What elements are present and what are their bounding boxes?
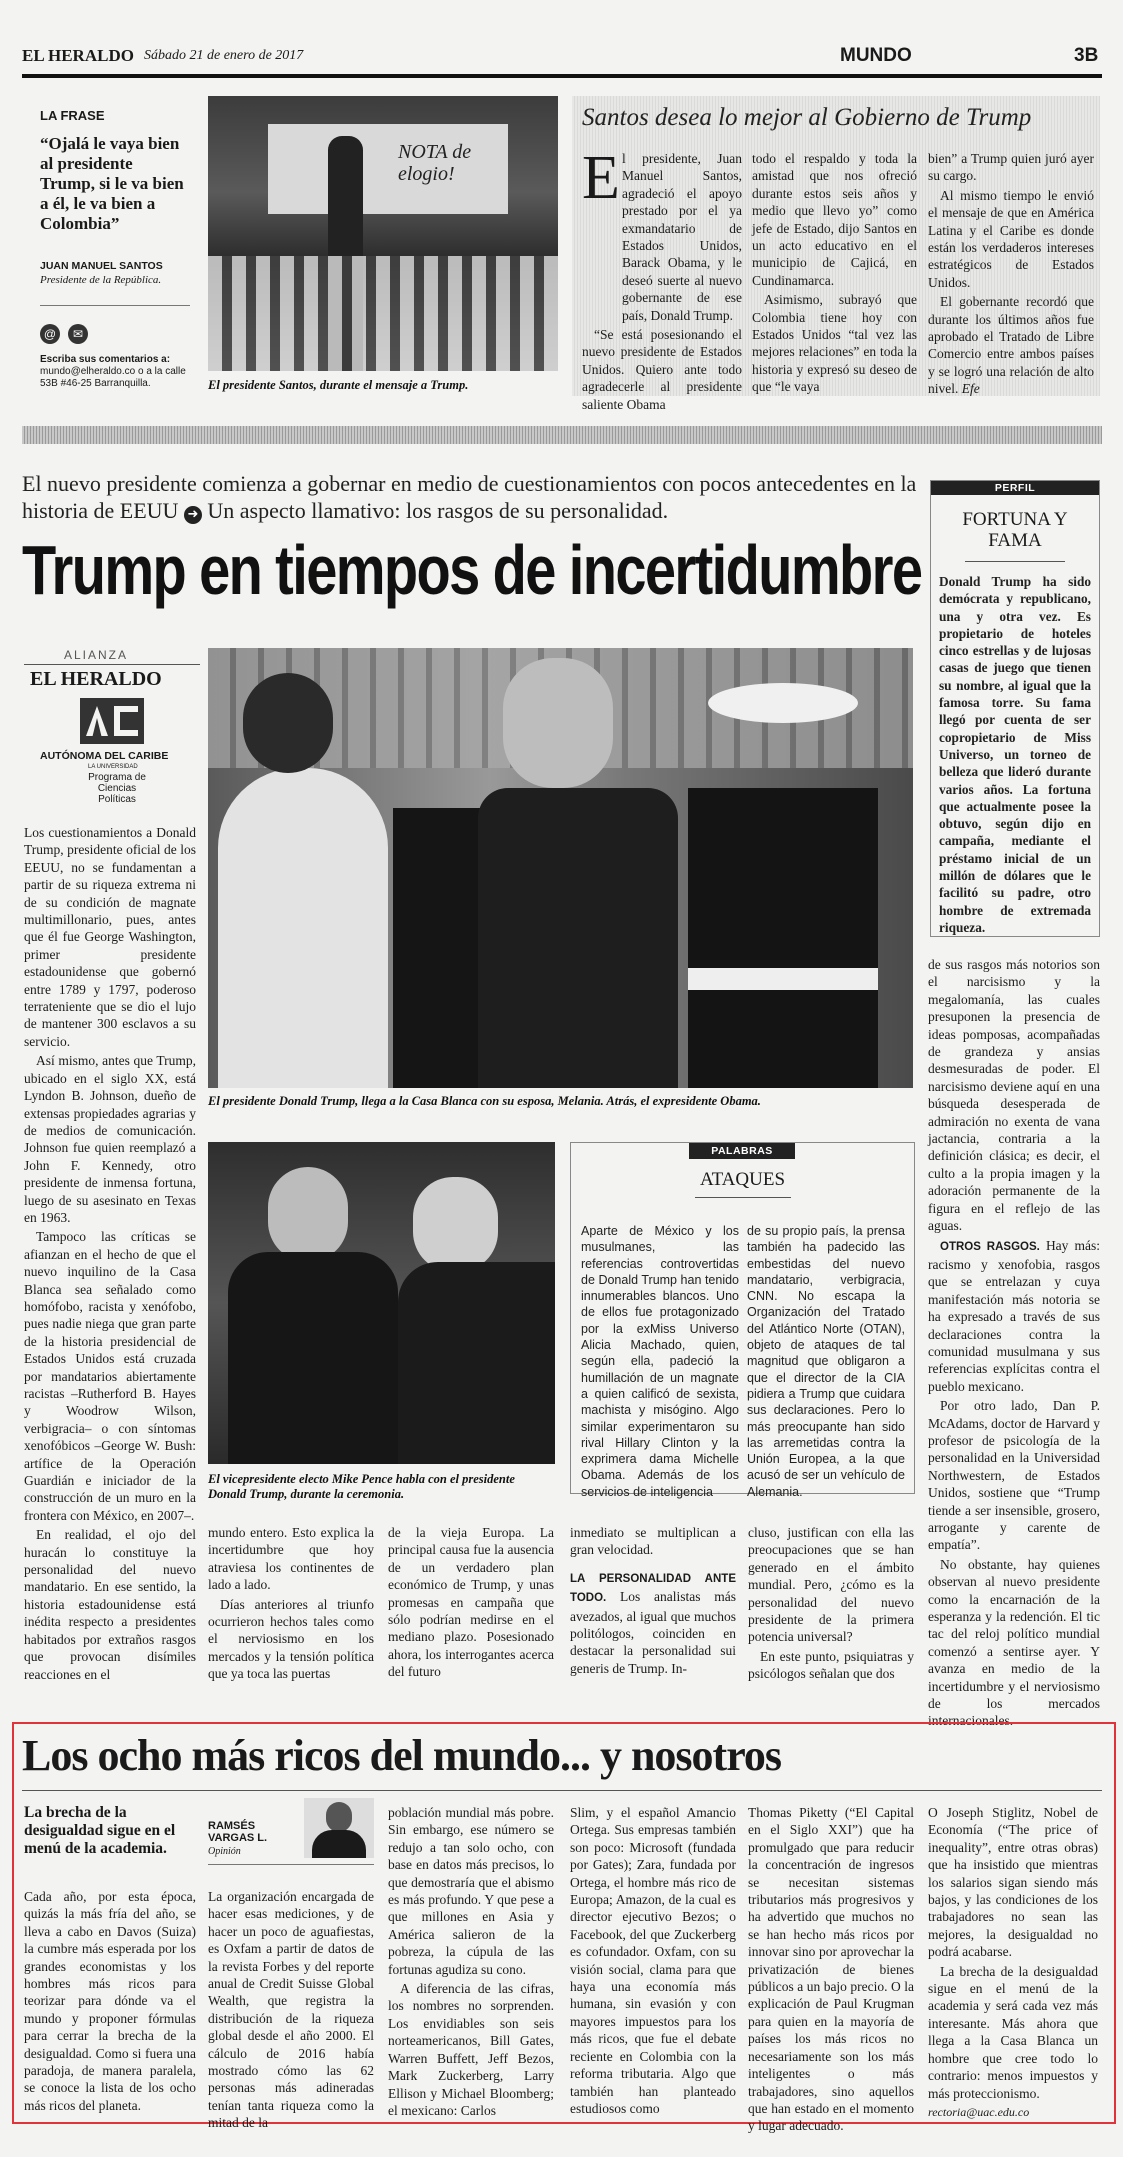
frase-role: Presidente de la República. [40,274,162,286]
frase-box [30,100,195,400]
perfil-box [930,480,1100,937]
main-left-column: Los cuestionamientos a Donald Trump, presidente oficial de los EEUU, no se fundamentan a partir de su riqueza extrema ni de su condición de magnate multimillonario, pues, antes que él fue George Washington, primer presidente estadounidense que gobernó entre 1789 y 1797, poderoso terrateniente que se dio el lujo de mantener 300 esclavos a su servicio. Así mismo, antes que Trump, ubicado en el siglo XX, está Lyndon B. Johnson, dueño de extensas propiedades agrarias y de medios de comunicación. Johnson fue quien reemplazó a John F. Kennedy, otro presidente de inmensa fortuna, luego de su asesinato en Texas en 1963. Tampoco las críticas se afianzan en el hecho de que el nuevo inquilino de la Casa Blanca sea señalado como homófobo, racista y xenófobo, pues nadie niega que gran parte de la historia presidencial de Estados Unidos está cruzada por mandatarios abiertamente racistas –Rutherford B. Hayes y Woodrow Wilson, verbigracia– o con síntomas xenofóbicos –George W. Bush: artífice de la Operación Guardián e iniciador de la construcción de un muro en la frontera con México, en 2007–. En realidad, el ojo del huracán lo constituye la personalidad del nuevo mandatario. En ese sentido, la historia estadounidense está inédita respecto a presidentes habitados por extraños rasgos que provocan disímiles reacciones en el [24,825,196,1682]
ricos-col-6: O Joseph Stiglitz, Nobel de Economía (“The price of inequality”, entre otras obras) que ha insistido que mientras los salarios sigan siendo más bajos, y las condiciones de los trabajadores no sean las mejores, la desigualdad no podrá acabarse. La brecha de la desigualdad sigue en el menú de la academia y será cada vez más interesante. Más ahora que llega a la Casa Blanca un hombre que cree todo lo contrario: menos impuestos y más proteccionismo. rectoria@uac.edu.co [928,1804,1098,2123]
trump-caption: El presidente Donald Trump, llega a la Casa Blanca con su esposa, Melania. Atrás, el expresidente Obama. [208,1094,761,1108]
author-block [208,1792,374,1857]
contact-title: Escriba sus comentarios a: [40,354,171,365]
author-name: RAMSÉS VARGAS L. [208,1820,268,1844]
santos-photo [208,96,558,371]
photo-sign: NOTA de elogio! [398,141,472,185]
pence-caption: El vicepresidente electo Mike Pence habla con el presidente Donald Trump, durante la ceremonia. [208,1472,515,1501]
alianza-label: ALIANZA [64,648,129,662]
frase-label: LA FRASE [40,108,105,123]
ricos-col-3: población mundial más pobre. Sin embargo, ese número se redujo a tan solo ocho, con base en datos más precisos, lo que demostraría que el abismo es más profundo. Y que pese a que millones en Asia y América salieron de la pobreza, la cúpula de las fortunas agudiza su cono. A diferencia de las cifras, los nombres no sorprenden. Los envidiables son seis norteamericanos, Bill Gates, Warren Buffett, Jeff Bezos, Mark Zuckerberg, Larry Ellison y Michael Bloomberg; el mexicano: Carlos [388,1805,554,2118]
uac-logo-icon [80,698,144,744]
trump-photo [208,648,913,1088]
issue-date: Sábado 21 de enero de 2017 [144,48,304,63]
ricos-col-4: Slim, y el español Amancio Ortega. Sus empresas también son poco: Microsoft (fundada por Gates); Zara, fundada por Ortega, el hombre más rico de Europa; Amazon, de la cual es director ejecutivo Bezos; o Facebook, del que Zuckerberg es cofundador. Oxfam, con su visión social, clama para que haya una economía más humana, sin evasión y con mayores impuestos para los más ricos, que fue el debate reciente en Colombia con la reforma tributaria. Algo que también han planteado estudiosos como [570,1805,736,2116]
palabras-title: ATAQUES [699,1169,786,1190]
frase-quote: “Ojalá le vaya bien al presidente Trump, si le va bien a él, le va bien a Colombia” [40,134,184,233]
perfil-tag: PERFIL [931,481,1099,495]
mail-icon: ✉ [68,324,88,344]
uni-program: Programa de Ciencias Políticas [88,772,146,805]
author-email[interactable]: rectoria@uac.edu.co [928,2104,1030,2119]
author-role: Opinión [208,1846,241,1857]
uni-sub: LA UNIVERSIDAD [88,764,138,770]
palabras-col-1: Aparte de México y los musulmanes, las referencias controvertidas de Donald Trump han tenido innumerables blancos. Uno de ellos fue protagonizado por la exMiss Universo Alicia Machado, quien, según ella, padeció la humillación de un magnate a quien calificó de sexista, machista y misógino. Algo similar experimentaron su rival Hillary Clinton y la exprimera dama Michelle Obama. Además de los servicios de inteligencia [581,1224,739,1499]
frase-divider [40,305,190,306]
main-bottom-col-4: inmediato se multiplican a gran velocidad. LA PERSONALIDAD ANTE TODO. Los analistas más avezados, al igual que muchos politólogos, coinciden en destacar la personalidad sui generis de Trump. In- [570,1525,736,1676]
alianza-paper: EL HERALDO [30,668,162,690]
at-icon: @ [40,324,60,344]
page-number: 3B [1074,45,1099,66]
santos-title: Santos desea lo mejor al Gobierno de Trump [582,104,1032,131]
ricos-col-1: Cada año, por esta época, quizás la más fría del año, se lleva a cabo en Davos (Suiza) la cumbre más esperada por los grandes economistas y los hombres más ricos para teorizar para dónde va el mundo y proponer fórmulas para cerrar la brecha de la desigualdad. Como si fuera una paradoja, de manera paralela, se conoce la lista de los ocho más ricos del planeta. [24,1889,196,2113]
avatar [304,1798,374,1858]
contact-body: mundo@elheraldo.co o a la calle 53B #46-25 Barranquilla. [40,366,186,389]
section-name: MUNDO [840,45,912,66]
main-bottom-col-3: de la vieja Europa. La principal causa fue la ausencia de un verdadero plan económico de Trump, y unas promesas en campaña que sólo podrían medirse en el mediano plazo. Posesionado ahora, los interrogantes acerca del futuro [388,1525,554,1680]
arrow-right-icon: ➜ [184,506,202,524]
santos-col-1: l presidente, Juan Manuel Santos, agradeció el apoyo prestado por el ya exmandatario de Estados Unidos, Barack Obama, y le deseó suerte al nuevo gobernante de ese país, Donald Trump. “Se está posesionando el nuevo presidente de Estados Unidos. Quiero ante todo agradecerle al presidente saliente Obama [582,151,742,412]
paper-name: EL HERALDO [22,46,134,65]
uni-name: AUTÓNOMA DEL CARIBE [40,750,169,762]
frase-author: JUAN MANUEL SANTOS [40,260,163,272]
main-deck: El nuevo presidente comienza a gobernar en medio de cuestionamientos con pocos antecedentes en la historia de EEUU ➜ Un aspecto llamativo: los rasgos de su personalidad. [22,471,917,523]
palabras-tag: PALABRAS [689,1143,795,1159]
perfil-title: FORTUNA Y FAMA [962,509,1068,551]
ricos-col-5: Thomas Piketty (“El Capital en el Siglo XXI”) que ha promulgado que para reducir la concentración de ingresos se necesitan sistemas tributarios más progresivos y ha advertido que muchos no se han hecho más ricos por innovar sino por aprovechar la privatización de bienes públicos a un bajo precio. O la explicación de Paul Krugman para quien en la mayoría de países los más ricos no necesariamente son los más inteligentes o más trabajadores, sino aquellos que han estado en el momento y lugar adecuado. [748,1805,914,2134]
pence-photo [208,1142,555,1464]
santos-caption: El presidente Santos, durante el mensaje a Trump. [208,378,469,392]
alianza-logo [24,648,200,808]
section-band [22,426,1102,444]
main-bottom-col-2: mundo entero. Esto explica la incertidumbre que hoy atraviesa los continentes de lado a lado. Días anteriores al triunfo ocurrieron hechos tales como el nerviosismo en los mercados y la tensión política que ya toca las puertas [208,1525,374,1682]
perfil-body: Donald Trump ha sido demócrata y republicano, una y otra vez. Es propietario de hoteles cinco estrellas y de lujosas casas de juego que tienen su nombre, al igual que la famosa torre. Su fama llegó por cuenta de ser copropietario de Miss Universo, un torneo de belleza que lideró durante varios años. La fortuna que actualmente posee la obtuvo, según dijo en campaña, mediante el préstamo inicial de un millón de dólares que le facilitó su padre, otro hombre de extremada riqueza. [939,574,1091,935]
santos-dropcap: E [582,144,620,212]
palabras-col-2: de su propio país, la prensa también ha padecido las embestidas del nuevo mandatario, verbigracia, CNN. No escapa la Organización del Tratado del Atlántico Norte (OTAN), objeto de ataques de tal magnitud que obligaron a que el director de la CIA pidiera a Trump que cuidara sus declaraciones. Pero lo más preocupante han sido las arremetidas contra la Unión Europea, a la que acusó de ser un vehículo de Alemania. [747,1224,905,1499]
main-right-column: de sus rasgos más notorios son el narcisismo y la megalomanía, las cuales presuponen la presencia de ideas pomposas, acompañadas de grandeza y ansias desmesuradas de poder. El narcisismo deviene aquí en una búsqueda desesperada de admiración no exenta de vana jactancia, contraria a la definición clásica; es decir, el culto a la propia imagen y la adoración permanente de la figura en el reflejo de las aguas. OTROS RASGOS. Hay más: racismo y xenofobia, rasgos que se entrelazan y cuya manifestación más notoria se ha expresado a través de sus declaraciones contra la comunidad musulmana y sus referencias explícitas contra el pueblo mexicano. Por otro lado, Dan P. McAdams, doctor de Harvard y profesor de psicología de la personalidad en la Universidad Northwestern, de Estados Unidos, sostiene que “Trump tiende a ser insensible, grosero, arrogante y carente de empatía”. No obstante, hay quienes observan al nuevo presidente como la encarnación de la esperanza y la redención. El tic tac del reloj político mundial comenzó a sentirse ayer. Y avanza en medio de la incertidumbre y el nerviosismo de los mercados internacionales. [928,957,1101,1729]
santos-col-2: todo el respaldo y toda la amistad que nos ofreció durante estos seis años y medio que llevo yo” como jefe de Estado, dijo Santos en un acto educativo en el municipio de Cajicá, en Cundinamarca. Asimismo, subrayó que Colombia tiene hoy con Estados Unidos “tal vez las mejores relaciones” en toda la historia y expresó su deseo de que “le vaya [752,151,917,395]
santos-col-3: bien” a Trump quien juró ayer su cargo. Al mismo tiempo le envió el mensaje de que en América Latina y el Caribe es donde están los verdaderos intereses estratégicos de Estados Unidos. El gobernante recordó que durante los últimos años fue aprobado el Tratado de Libre Comercio entre ambos países y se logró una relación de alto nivel. Efe [928,151,1094,397]
ricos-col-2: La organización encargada de hacer esas mediciones, y de hacer un poco de aguafiestas, es Oxfam a partir de datos de la revista Forbes y del reporte anual de Credit Suisse Global Wealth, que registra la distribución de la riqueza global desde el año 2000. El cálculo de 2016 había mostrado cómo las 62 personas más adineradas tenían tanta riqueza como la mitad de la [208,1889,374,2131]
main-headline: Trump en tiempos de incertidumbre [22,531,922,609]
masthead [22,42,1102,70]
main-bottom-col-5: cluso, justifican con ella las preocupaciones que se han generado en el ámbito mundial. Pero, ¿cómo es la personalidad del nuevo presidente de la primera potencia universal? En este punto, psiquiatras y psicólogos señalan que dos [748,1525,914,1682]
ricos-kicker: La brecha de la desigualdad sigue en el menú de la academia. [24,1804,176,1857]
palabras-box [570,1142,915,1499]
header-rule [22,74,1102,78]
ricos-headline: Los ocho más ricos del mundo... y nosotros [22,1731,782,1780]
